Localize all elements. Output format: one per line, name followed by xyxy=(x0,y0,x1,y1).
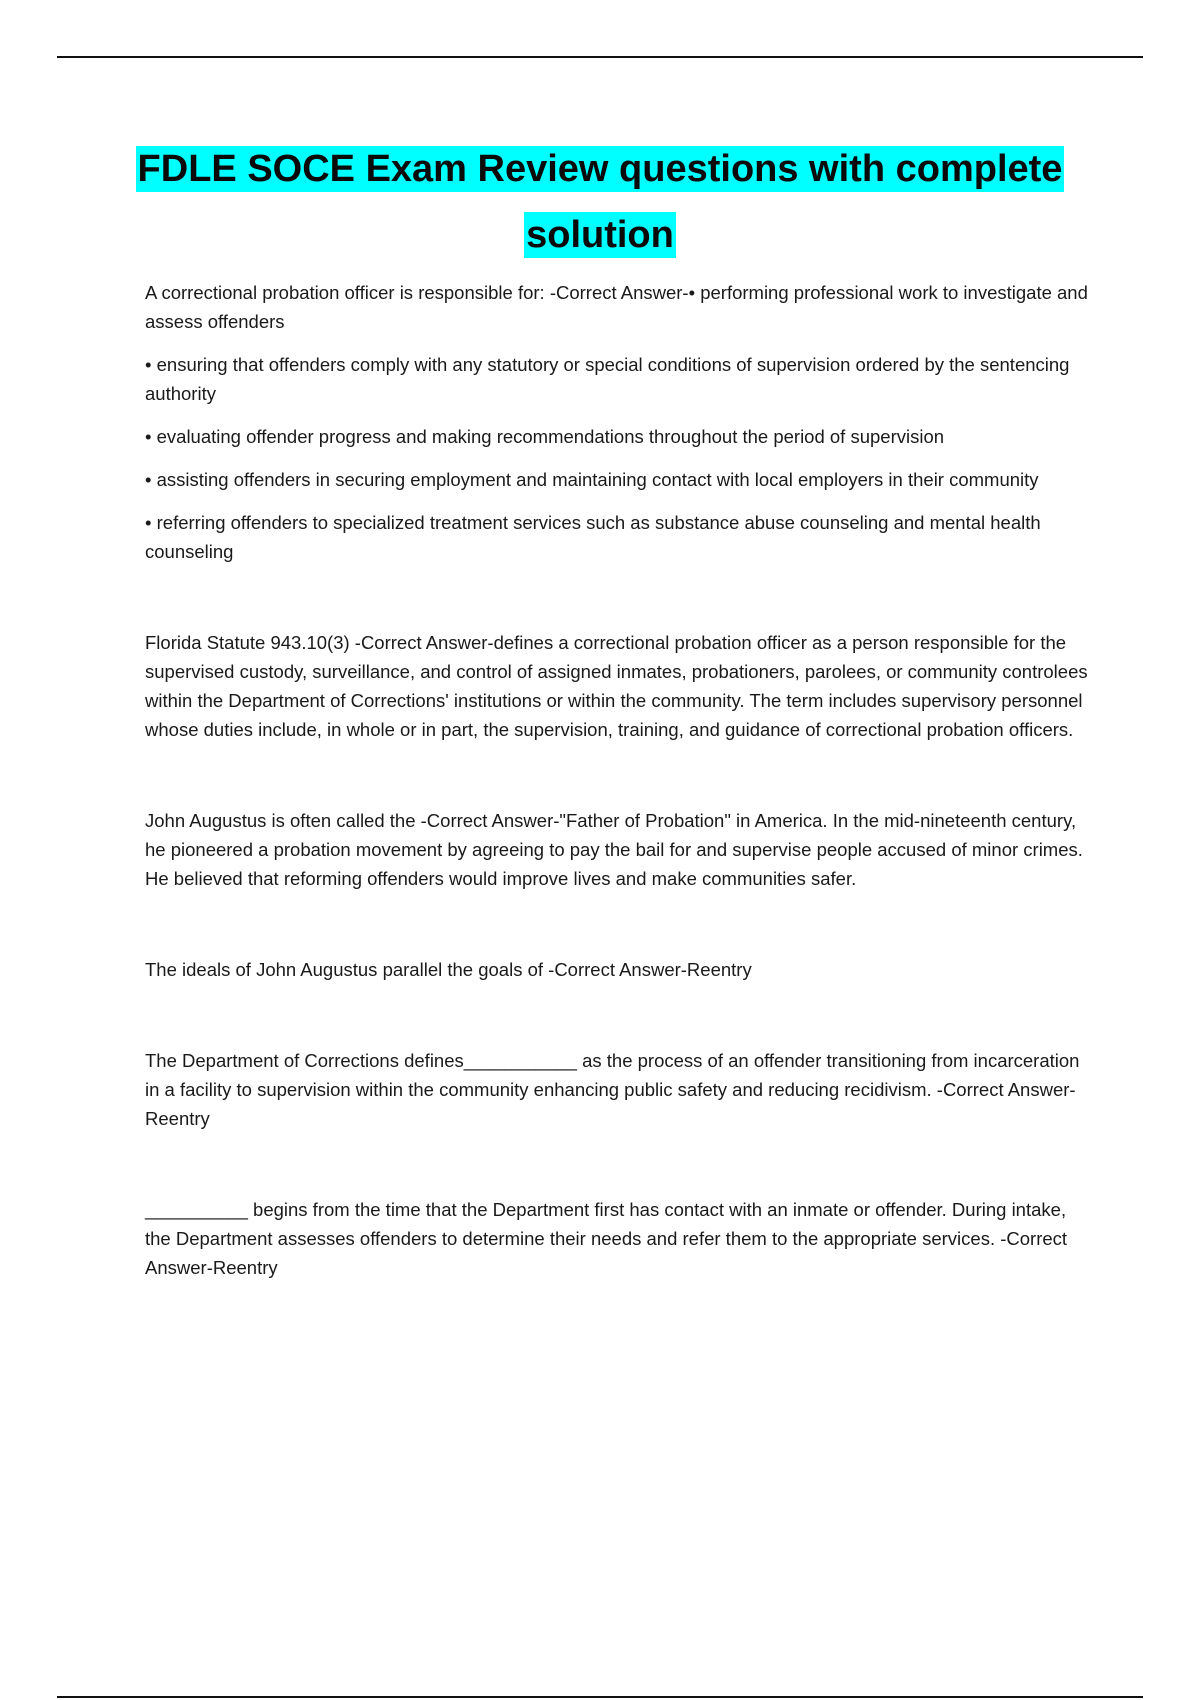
intro-question: A correctional probation officer is responsible for: -Correct Answer-• performing professional work to investigate and assess offenders xyxy=(145,282,1088,332)
title-line-2: solution xyxy=(526,214,674,256)
bullet-item: • assisting offenders in securing employment and maintaining contact with local employers in their community xyxy=(145,469,1039,490)
qa-item: John Augustus is often called the -Correct Answer-"Father of Probation" in America. In the mid-nineteenth century, he pioneered a probation movement by agreeing to pay the bail for and supervise people accused of minor crimes. He believed that reforming offenders would improve lives and make communities safer. xyxy=(145,810,1083,889)
bullet-item: • evaluating offender progress and making recommendations throughout the period of supervision xyxy=(145,426,945,447)
qa-item: Florida Statute 943.10(3) -Correct Answer-defines a correctional probation officer as a person responsible for the supervised custody, surveillance, and control of assigned inmates, probationers, parolees, or community controlees within the Department of Corrections' institutions or within the community. The term includes supervisory personnel whose duties include, in whole or in part, the supervision, training, and guidance of correctional probation officers. xyxy=(145,632,1088,740)
qa-item: The Department of Corrections defines___________ as the process of an offender transitioning from incarceration in a facility to supervision within the community enhancing public safety and reducing recidivism. -Correct Answer-Reentry xyxy=(145,1050,1080,1129)
document-body xyxy=(145,278,1090,1282)
bullet-item: • ensuring that offenders comply with any statutory or special conditions of supervision ordered by the sentencing authority xyxy=(145,354,1070,404)
page-title xyxy=(100,140,1100,272)
top-rule xyxy=(57,56,1143,58)
bullet-item: • referring offenders to specialized treatment services such as substance abuse counseling and mental health counseling xyxy=(145,512,1041,562)
qa-item: __________ begins from the time that the Department first has contact with an inmate or offender. During intake, the Department assesses offenders to determine their needs and refer them to the appropriate services. -Correct Answer-Reentry xyxy=(145,1199,1068,1278)
qa-item: The ideals of John Augustus parallel the goals of -Correct Answer-Reentry xyxy=(145,959,752,980)
bottom-rule xyxy=(57,1696,1143,1698)
title-line-1: FDLE SOCE Exam Review questions with complete xyxy=(137,148,1063,190)
